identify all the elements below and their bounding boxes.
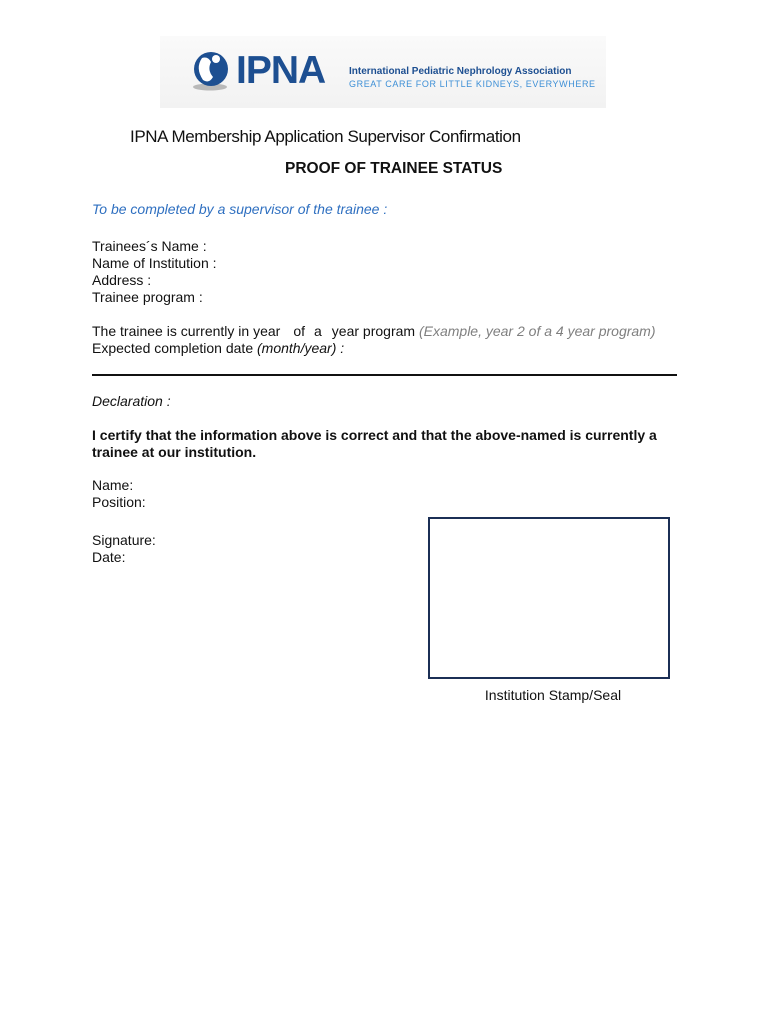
supervisor-position-label: Position: [92, 494, 146, 510]
logo-tagline: GREAT CARE FOR LITTLE KIDNEYS, EVERYWHERE [349, 79, 596, 89]
completion-date-label: Expected completion date [92, 340, 254, 356]
completion-date-hint: (month/year) : [257, 340, 345, 356]
institution-stamp-box [428, 517, 670, 679]
address-label: Address : [92, 272, 152, 288]
section-divider [92, 374, 677, 376]
year-text-of: of [293, 323, 305, 339]
completion-date-line [92, 340, 344, 357]
year-text-program: year program [331, 323, 416, 339]
trainee-name-label: Trainees´s Name : [92, 238, 207, 254]
date-label: Date: [92, 549, 126, 565]
form-subtitle: PROOF OF TRAINEE STATUS [285, 160, 503, 177]
supervisor-name-label: Name: [92, 477, 134, 493]
year-text-a: a [314, 323, 322, 339]
logo-wordmark: IPNA [236, 49, 326, 92]
trainee-program-label: Trainee program : [92, 289, 203, 305]
year-text-part1: The trainee is currently in year [92, 323, 281, 339]
year-of-program-line [92, 323, 656, 340]
stamp-caption: Institution Stamp/Seal [484, 687, 622, 703]
certification-statement: I certify that the information above is correct and that the above-named is currently a trainee at our institution. [92, 427, 657, 460]
declaration-label: Declaration : [92, 393, 171, 409]
instruction-text: To be completed by a supervisor of the trainee : [92, 201, 388, 217]
kidney-globe-icon [188, 50, 234, 92]
signature-label: Signature: [92, 532, 156, 548]
logo-association-name: International Pediatric Nephrology Association [349, 66, 572, 77]
year-example-hint: (Example, year 2 of a 4 year program) [418, 323, 656, 339]
institution-name-label: Name of Institution : [92, 255, 217, 271]
page-title: IPNA Membership Application Supervisor Confirmation [130, 127, 521, 146]
logo-banner [160, 36, 606, 108]
